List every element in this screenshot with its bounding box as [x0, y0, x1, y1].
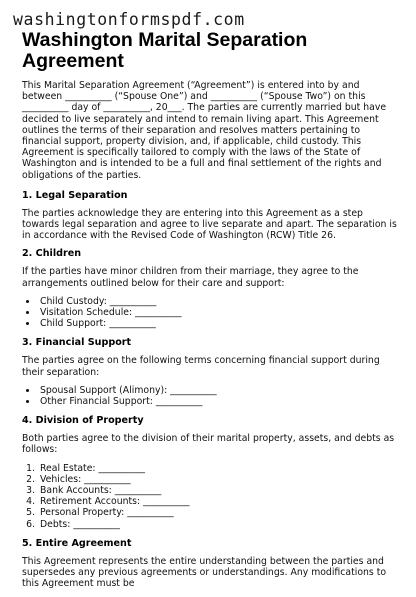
section-heading: 1. Legal Separation — [22, 189, 128, 201]
document-title: Washington Marital Separation Agreement — [22, 29, 308, 72]
section-legal-separation — [22, 190, 398, 242]
document-body — [22, 80, 398, 597]
list-item: 5. Personal Property: __________ — [38, 507, 398, 518]
financial-list — [22, 385, 398, 407]
section-heading: 4. Division of Property — [22, 415, 144, 427]
section-division-of-property — [22, 415, 398, 530]
section-children — [22, 248, 398, 329]
section-heading: 5. Entire Agreement — [22, 537, 132, 549]
intro-paragraph: This Marital Separation Agreement (“Agreement”) is entered into by and between __________ (“Spouse One”) and __________ (“Spouse Two”) on this __________ day of __________, 20___. The parties are currently married but have decided to live separately and intend to remain living apart. This Agreement outlines the terms of their separation and resolves matters pertaining to financial support, property division, and, if applicable, child custody. This Agreement is specifically tailored to comply with the laws of the State of Washington and is intended to be a full and final settlement of the rights and obligations of the parties. — [22, 80, 387, 181]
section-paragraph: This Agreement represents the entire understanding between the parties and supersedes any previous agreements or understandings. Any modifications to this Agreement must be — [22, 555, 387, 590]
list-item: 3. Bank Accounts: __________ — [38, 485, 398, 496]
list-item: • Child Custody: __________ — [38, 296, 398, 307]
list-item: 4. Retirement Accounts: __________ — [38, 496, 398, 507]
property-list — [22, 463, 398, 530]
section-paragraph: If the parties have minor children from their marriage, they agree to the arrangements outlined below for their care and support: — [22, 266, 359, 289]
list-item: 2. Vehicles: __________ — [38, 474, 398, 485]
site-watermark: washingtonformspdf.com — [13, 10, 245, 29]
list-item: 6. Debts: __________ — [38, 519, 398, 530]
children-list — [22, 296, 398, 330]
list-item: • Child Support: __________ — [38, 318, 398, 329]
list-item: • Visitation Schedule: __________ — [38, 307, 398, 318]
section-entire-agreement — [22, 538, 398, 590]
list-item: 1. Real Estate: __________ — [38, 463, 398, 474]
list-item: • Spousal Support (Alimony): __________ — [38, 385, 398, 396]
section-financial-support — [22, 337, 398, 407]
section-paragraph: The parties acknowledge they are entering into this Agreement as a step towards legal separation and agree to live separate and apart. The separation is in accordance with the Revised Code of Washington (RCW) Title 26. — [22, 207, 397, 242]
section-heading: 3. Financial Support — [22, 337, 132, 349]
section-paragraph: Both parties agree to the division of their marital property, assets, and debts as follows: — [22, 433, 395, 456]
section-paragraph: The parties agree on the following terms concerning financial support during their separation: — [22, 355, 380, 378]
list-item: • Other Financial Support: __________ — [38, 396, 398, 407]
section-heading: 2. Children — [22, 248, 82, 260]
